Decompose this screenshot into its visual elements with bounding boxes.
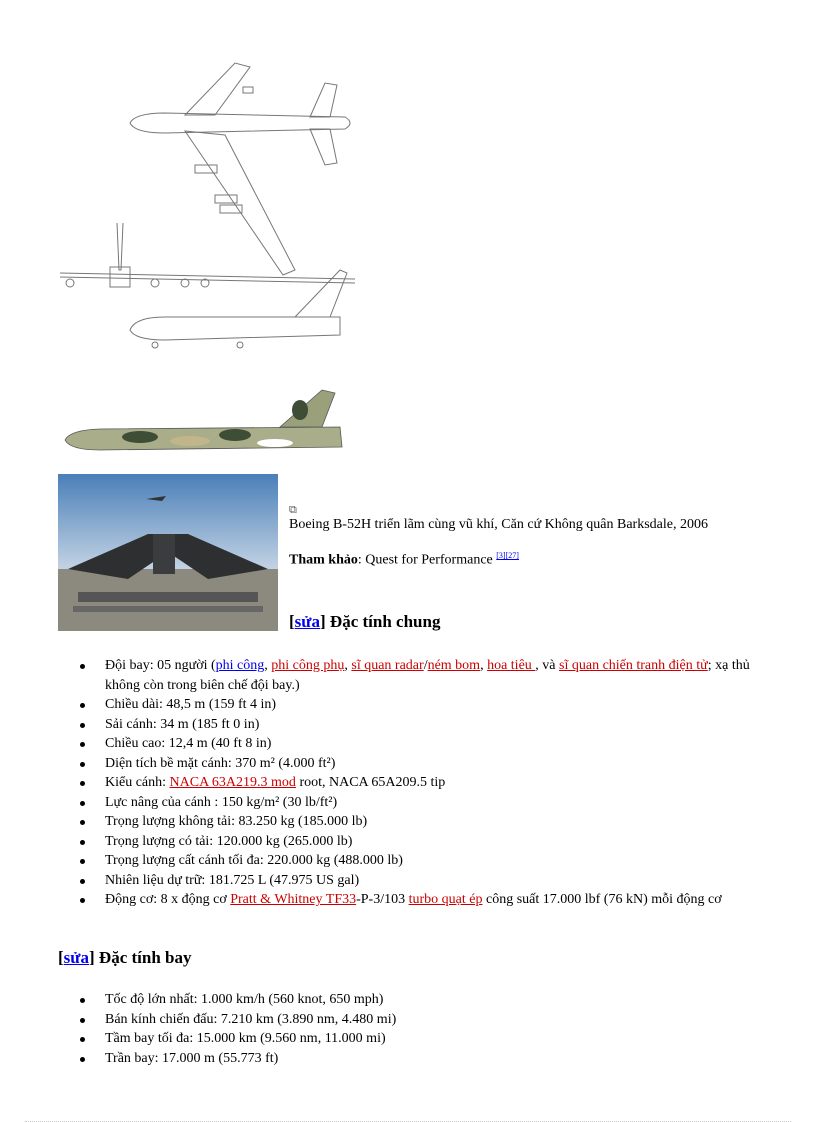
link-navigator[interactable]: hoa tiêu: [487, 658, 536, 673]
list-item: Chiều dài: 48,5 m (159 ft 4 in): [105, 695, 765, 715]
camouflage-profile: [60, 385, 350, 460]
list-item: Tầm bay tối đa: 15.000 km (9.560 nm, 11.000 mi): [105, 1029, 765, 1049]
section-heading-general: [sửa] Đặc tính chung: [289, 612, 441, 631]
section-title-general: Đặc tính chung: [329, 612, 441, 631]
top-view-wing-upper: [185, 63, 250, 115]
list-item: Tốc độ lớn nhất: 1.000 km/h (560 knot, 650 mph): [105, 990, 765, 1010]
list-item-engine: Động cơ: 8 x động cơ Pratt & Whitney TF33-P-3/103 turbo quạt ép công suất 17.000 lbf (76 kN) mỗi động cơ: [105, 890, 765, 910]
performance-specs-list: [105, 990, 765, 1068]
list-item: Nhiên liệu dự trữ: 181.725 L (47.975 US gal): [105, 871, 765, 891]
link-ew-officer[interactable]: sĩ quan chiến tranh điện tử: [559, 658, 708, 673]
caption-text: Boeing B-52H triển lãm cùng vũ khí, Căn cứ Không quân Barksdale, 2006: [289, 517, 708, 532]
image-caption: [289, 515, 769, 571]
reference-sup[interactable]: [3][27]: [496, 551, 519, 560]
link-radar-officer[interactable]: sĩ quan radar: [351, 658, 424, 673]
section-title-performance: Đặc tính bay: [98, 948, 192, 967]
top-view-wing-lower: [185, 131, 295, 275]
link-pratt-whitney[interactable]: Pratt & Whitney TF33: [230, 892, 357, 907]
enlarge-icon[interactable]: ⧉: [289, 503, 297, 516]
list-item: Diện tích bề mặt cánh: 370 m² (4.000 ft²): [105, 754, 765, 774]
list-item-crew: Đội bay: 05 người (phi công, phi công phụ, sĩ quan radar/ném bom, hoa tiêu , và sĩ quan chiến tranh điện tử; xạ thủ không còn trong biên chế đội bay.): [105, 656, 765, 695]
side-view-fuselage: [130, 317, 340, 340]
edit-link-general[interactable]: sửa: [294, 612, 320, 631]
link-pilot[interactable]: phi công: [215, 658, 265, 673]
list-item: Trần bay: 17.000 m (55.773 ft): [105, 1049, 765, 1069]
front-view-fin: [117, 223, 123, 270]
list-item: Sải cánh: 34 m (185 ft 0 in): [105, 715, 765, 735]
link-bombardier[interactable]: ném bom: [427, 658, 481, 673]
link-copilot[interactable]: phi công phụ: [271, 658, 345, 673]
page-footer-rule: [25, 1121, 791, 1122]
general-specs-list: [105, 656, 765, 910]
list-item: Bán kính chiến đấu: 7.210 km (3.890 nm, 4.480 mi): [105, 1010, 765, 1030]
list-item: Trọng lượng không tải: 83.250 kg (185.000 lb): [105, 812, 765, 832]
reference-line: [289, 546, 769, 571]
list-item: Trọng lượng có tải: 120.000 kg (265.000 lb): [105, 832, 765, 852]
three-view-drawing: [55, 55, 360, 355]
link-naca-airfoil[interactable]: NACA 63A219.3 mod: [169, 775, 296, 790]
list-item: Lực nâng của cánh : 150 kg/m² (30 lb/ft²): [105, 793, 765, 813]
reference-text: : Quest for Performance: [357, 552, 497, 568]
link-turbofan[interactable]: turbo quạt ép: [408, 892, 483, 907]
list-item: Trọng lượng cất cánh tối đa: 220.000 kg (488.000 lb): [105, 851, 765, 871]
top-view-fuselage: [130, 113, 350, 133]
side-view-fin: [295, 270, 347, 317]
edit-link-performance[interactable]: sửa: [63, 948, 89, 967]
reference-label: Tham khảo: [289, 552, 358, 568]
b52-exhibit-photo: [58, 474, 278, 631]
list-item: Chiều cao: 12,4 m (40 ft 8 in): [105, 734, 765, 754]
section-heading-performance: [sửa] Đặc tính bay: [58, 948, 192, 967]
list-item-wing: Kiểu cánh: NACA 63A219.3 mod root, NACA 65A209.5 tip: [105, 773, 765, 793]
